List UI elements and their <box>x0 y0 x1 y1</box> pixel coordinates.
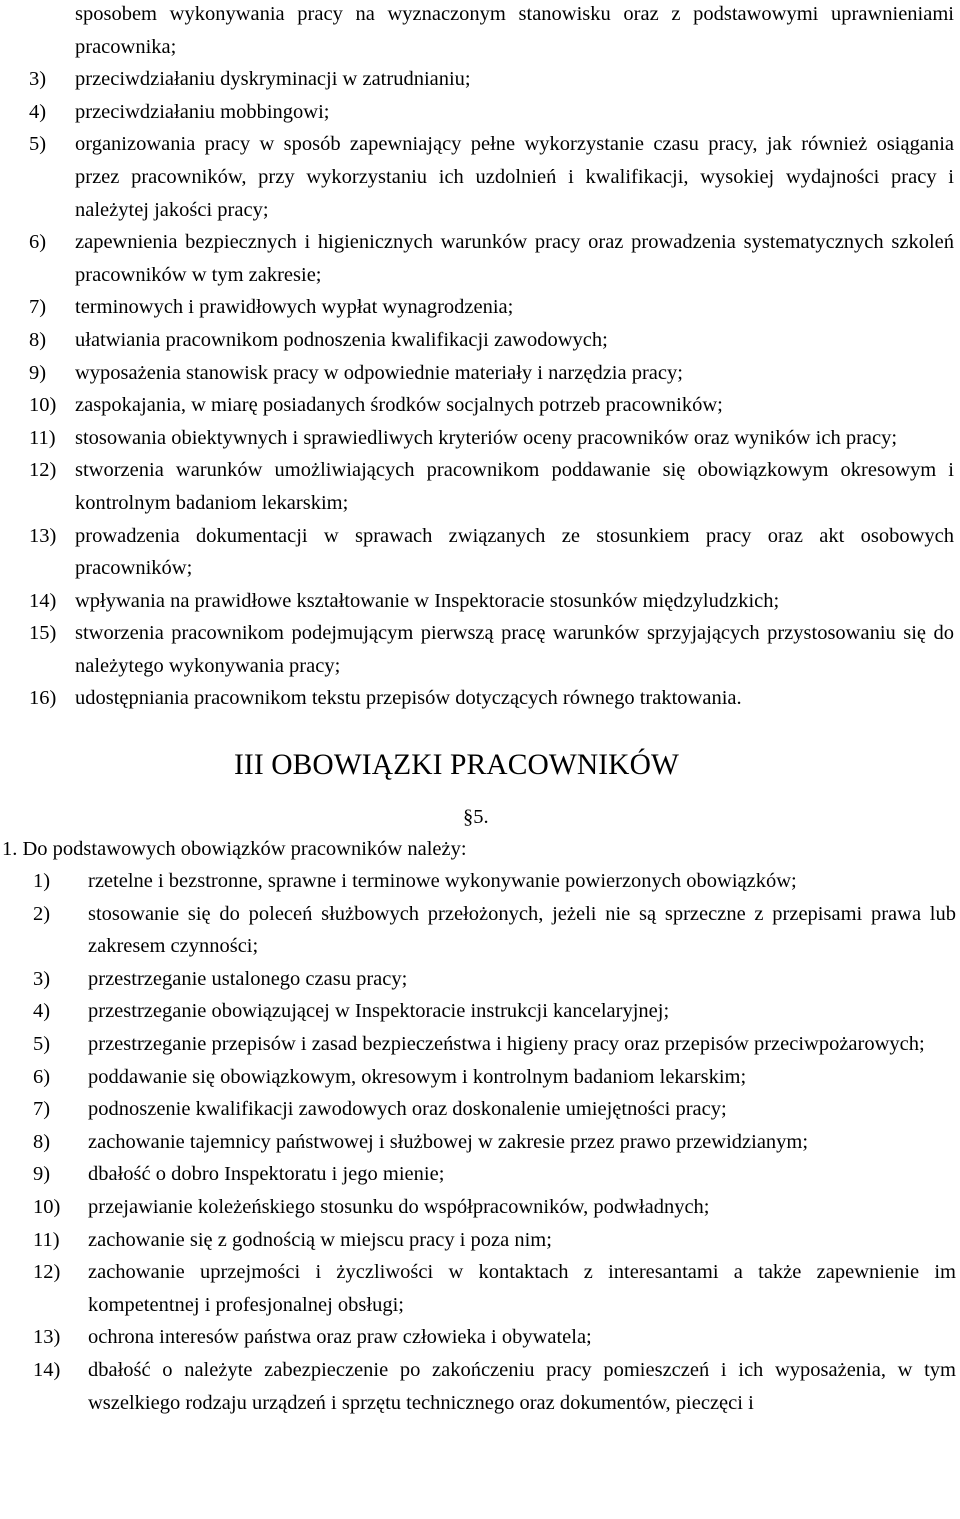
list-item-number: 10) <box>33 1196 61 1218</box>
list-item-text: zachowanie uprzejmości i życzliwości w kontaktach z interesantami a także zapewnienie im kompetentnej i profesjonalnej obsługi; <box>88 1261 956 1316</box>
list-item <box>29 324 954 357</box>
list-item-text: wyposażenia stanowisk pracy w odpowiednie materiały i narzędzia pracy; <box>75 361 683 384</box>
list-item-number: 12) <box>33 1261 61 1284</box>
list-item-number: 10) <box>29 394 57 417</box>
list-item-text: wpływania na prawidłowe kształtowanie w Inspektoracie stosunków międzyludzkich; <box>75 589 780 612</box>
list-item <box>29 357 954 390</box>
list-item <box>29 520 954 585</box>
list-item <box>33 1224 956 1257</box>
list-item-text: prowadzenia dokumentacji w sprawach związanych ze stosunkiem pracy oraz akt osobowych pracowników; <box>75 524 954 580</box>
list-item-number: 11) <box>33 1228 60 1251</box>
list-item-text: poddawanie się obowiązkowym, okresowym i kontrolnym badaniom lekarskim; <box>88 1065 747 1088</box>
list-item-text: zachowanie tajemnicy państwowej i służbowej w zakresie przez prawo przewidzianym; <box>88 1130 809 1153</box>
list-item-number: 2) <box>33 902 51 925</box>
list-item-text: stworzenia warunków umożliwiających pracownikom poddawanie się obowiązkowym okresowym i kontrolnym badaniom lekarskim; <box>75 459 954 514</box>
list-item-number: 11) <box>29 426 56 449</box>
list-item-number: 8) <box>33 1130 51 1153</box>
list-item-number: 1) <box>33 870 51 893</box>
list-item-number: 14) <box>29 589 57 612</box>
list-item-number: 8) <box>29 328 47 351</box>
list-item <box>29 96 954 129</box>
list-item-text: ochrona interesów państwa oraz praw człowieka i obywatela; <box>88 1326 592 1349</box>
list-item-text: przestrzeganie obowiązującej w Inspektoracie instrukcji kancelaryjnej; <box>88 1000 670 1023</box>
list-item-number: 6) <box>29 231 47 254</box>
list-item-text: stosowania obiektywnych i sprawiedliwych kryteriów oceny pracowników oraz wyników ich pracy; <box>75 426 898 449</box>
list-item <box>33 865 956 898</box>
list-item <box>29 617 954 682</box>
list-item <box>29 226 954 291</box>
list-item <box>33 1256 956 1321</box>
list-item-number: 9) <box>33 1163 51 1186</box>
section-heading: III OBOWIĄZKI PRACOWNIKÓW <box>234 749 679 782</box>
paragraph-number: §5. <box>463 806 489 829</box>
list-item-text: organizowania pracy w sposób zapewniający pełne wykorzystanie czasu pracy, jak również osiągania przez pracowników, przy wykorzystaniu ich uzdolnień i kwalifikacji, wysokiej wydajności pracy i należytej jakości pracy; <box>75 133 954 221</box>
list-item-text: rzetelne i bezstronne, sprawne i terminowe wykonywanie powierzonych obowiązków; <box>88 870 797 893</box>
list-item-number: 12) <box>29 459 57 482</box>
list-item-number: 7) <box>29 296 47 319</box>
list-item-text: stworzenia pracownikom podejmującym pierwszą pracę warunków sprzyjających przystosowaniu się do należytego wykonywania pracy; <box>75 622 954 677</box>
list-item <box>33 1061 956 1094</box>
list-item-text: udostępniania pracownikom tekstu przepisów dotyczących równego traktowania. <box>75 687 742 710</box>
list-item-text: dbałość o należyte zabezpieczenie po zakończeniu pracy pomieszczeń i ich wyposażenia, w tym wszelkiego rodzaju urządzeń i sprzętu technicznego oraz dokumentów, pieczęci i <box>88 1358 956 1414</box>
list-item-text: przejawianie koleżeńskiego stosunku do współpracowników, podwładnych; <box>88 1196 710 1218</box>
list-item <box>33 963 956 996</box>
list-item <box>29 63 954 96</box>
list-item-number: 6) <box>33 1065 51 1088</box>
list-item <box>29 389 954 422</box>
list-item-text: przestrzeganie ustalonego czasu pracy; <box>88 967 408 990</box>
intro-continuation-text: sposobem wykonywania pracy na wyznaczonym stanowisku oraz z podstawowymi uprawnieniami pracownika; <box>75 3 954 58</box>
list-item <box>33 898 956 963</box>
list-item <box>33 1028 956 1061</box>
list-item-text: terminowych i prawidłowych wypłat wynagrodzenia; <box>75 296 514 319</box>
list-item-number: 16) <box>29 687 57 710</box>
list-item-number: 5) <box>29 133 47 156</box>
list-item <box>33 1093 956 1126</box>
list-item <box>33 1126 956 1159</box>
list-item-number: 3) <box>29 68 47 91</box>
list-item-text: podnoszenie kwalifikacji zawodowych oraz doskonalenie umiejętności pracy; <box>88 1098 727 1121</box>
list-item <box>33 1321 956 1354</box>
list-item-text: przestrzeganie przepisów i zasad bezpieczeństwa i higieny pracy oraz przepisów przeciwpożarowych; <box>88 1033 925 1056</box>
list-item-number: 7) <box>33 1098 51 1121</box>
list-item-number: 4) <box>29 100 47 123</box>
list-item-number: 4) <box>33 1000 51 1023</box>
list-item-text: zaspokajania, w miarę posiadanych środków socjalnych potrzeb pracowników; <box>75 394 723 417</box>
list-item <box>33 1354 956 1419</box>
employee-duties-intro: 1. Do podstawowych obowiązków pracowników należy: <box>2 838 467 861</box>
list-item-text: przeciwdziałaniu dyskryminacji w zatrudnianiu; <box>75 68 471 91</box>
list-item <box>29 128 954 226</box>
list-item-number: 5) <box>33 1033 51 1056</box>
list-item <box>29 585 954 618</box>
list-item-number: 13) <box>33 1326 61 1349</box>
list-item-text: ułatwiania pracownikom podnoszenia kwalifikacji zawodowych; <box>75 328 608 351</box>
list-item-text: zachowanie się z godnością w miejscu pracy i poza nim; <box>88 1228 552 1251</box>
list-item <box>33 1158 956 1191</box>
list-item-text: stosowanie się do poleceń służbowych przełożonych, jeżeli nie są sprzeczne z przepisami prawa lub zakresem czynności; <box>88 902 956 958</box>
list-item <box>33 1191 956 1224</box>
list-item-number: 3) <box>33 967 51 990</box>
list-item <box>33 995 956 1028</box>
list-item-number: 13) <box>29 524 57 547</box>
employer-duties-section <box>0 0 960 715</box>
list-item-text: zapewnienia bezpiecznych i higienicznych warunków pracy oraz prowadzenia systematycznych szkoleń pracowników w tym zakresie; <box>75 231 954 286</box>
list-item-text: przeciwdziałaniu mobbingowi; <box>75 100 330 123</box>
list-item-number: 9) <box>29 361 47 384</box>
list-item-number: 15) <box>29 622 57 645</box>
list-item <box>29 291 954 324</box>
list-item <box>29 682 954 715</box>
list-item <box>29 454 954 519</box>
list-item <box>29 422 954 455</box>
list-item-text: dbałość o dobro Inspektoratu i jego mienie; <box>88 1163 445 1186</box>
employee-duties-section <box>0 865 960 1419</box>
list-item-number: 14) <box>33 1358 61 1381</box>
